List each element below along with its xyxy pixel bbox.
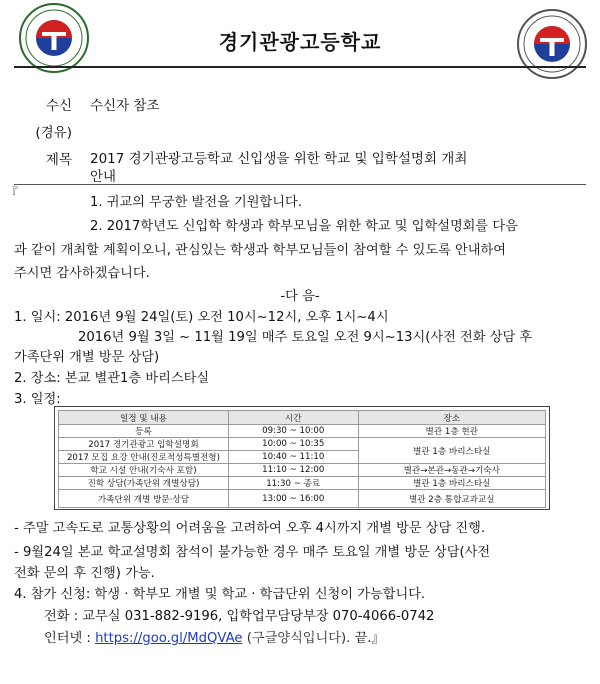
- item-1-line-2: 2016년 9월 3일 ~ 11월 19일 매주 토요일 오전 9시~13시(사전 전화 상담 후: [78, 330, 533, 345]
- row-content: 가족단위 개별 방문·상담: [59, 490, 229, 508]
- row-content: 등록: [59, 425, 229, 438]
- paragraph-2-line-1: 2. 2017학년도 신입학 학생과 학부모님을 위한 학교 및 입학설명회를 다음: [90, 219, 518, 234]
- row-time: 10:40 ~ 11:10: [228, 451, 358, 464]
- row-time: 13:00 ~ 16:00: [228, 490, 358, 508]
- row-place: 별관 2층 통합교과교실: [358, 490, 545, 508]
- open-quote: 『: [6, 186, 19, 200]
- note-1: - 주말 고속도로 교통상황의 어려움을 고려하여 오후 4시까지 개별 방문 상담 진행.: [14, 521, 486, 536]
- row-time: 11:10 ~ 12:00: [228, 464, 358, 477]
- header-place: 장소: [358, 411, 545, 425]
- table-row: [59, 438, 546, 451]
- header-time: 시간: [228, 411, 358, 425]
- internet-label: 인터넷 :: [44, 631, 91, 646]
- row-content: 2017 경기관광고 입학설명회: [59, 438, 229, 451]
- row-place: 별관→본관→동관→기숙사: [358, 464, 545, 477]
- title-divider: [14, 66, 586, 68]
- row-content: 학교 시설 안내(기숙사 포함): [59, 464, 229, 477]
- row-time: 09:30 ~ 10:00: [228, 425, 358, 438]
- subject-label: 제목: [45, 152, 72, 168]
- item-4-apply: 4. 참가 신청: 학생 · 학부모 개별 및 학교 · 학급단위 신청이 가능합니다.: [14, 587, 426, 602]
- subject-line-2: 안내: [90, 169, 117, 185]
- form-hint: (구글양식입니다).: [246, 631, 351, 646]
- row-place: 별관 1층 현관: [358, 425, 545, 438]
- subject-line-1: 2017 경기관광고등학교 신입생을 위한 학교 및 입학설명회 개최: [90, 151, 468, 167]
- row-place: 별관 1층 바리스타실: [358, 477, 545, 490]
- row-time: 10:00 ~ 10:35: [228, 438, 358, 451]
- recipient-label: 수신: [45, 98, 72, 114]
- paragraph-1: 1. 귀교의 무궁한 발전을 기원합니다.: [90, 195, 302, 210]
- closing-mark: 끝.』: [354, 631, 385, 646]
- row-content: 2017 모집 요강 안내(진로적성특별전형): [59, 451, 229, 464]
- item-3-schedule: 3. 일정:: [14, 392, 61, 407]
- row-place: 별관 1층 바리스타실: [358, 438, 545, 464]
- paragraph-2-line-2: 과 같이 개최할 계획이오니, 관심있는 학생과 학부모님들이 참여할 수 있도록 안내하여: [14, 243, 506, 258]
- table-row: [59, 477, 546, 490]
- da-eum-heading: -다 음-: [280, 289, 320, 304]
- paragraph-2-line-3: 주시면 감사하겠습니다.: [14, 266, 150, 281]
- item-2-place: 2. 장소: 본교 별관1층 바리스타실: [14, 371, 210, 386]
- table-row: [59, 464, 546, 477]
- note-2-line-1: - 9월24일 본교 학교설명회 참석이 불가능한 경우 매주 토요일 개별 방문 상담(사전: [14, 545, 491, 560]
- item-1-line-1: 1. 일시: 2016년 9월 24일(토) 오전 10시~12시, 오후 1시~4시: [14, 310, 389, 325]
- table-header-row: [59, 411, 546, 425]
- internet-row: [44, 627, 385, 646]
- row-content: 진학 상담(가족단위 개별상담): [59, 477, 229, 490]
- table-row: [59, 425, 546, 438]
- recipient-value: 수신자 참조: [90, 98, 160, 114]
- contact-phone: 전화 : 교무실 031-882-9196, 입학업무담당부장 070-4066-0742: [44, 609, 435, 624]
- schedule-table: [58, 410, 546, 508]
- body-divider: [14, 184, 586, 185]
- application-form-link[interactable]: https://goo.gl/MdQVAe: [95, 631, 243, 646]
- item-1-line-3: 가족단위 개별 방문 상담): [14, 350, 160, 365]
- header-content: 일정 및 내용: [59, 411, 229, 425]
- note-2-line-2: 전화 문의 후 진행) 가능.: [14, 566, 155, 581]
- via-label: (경유): [35, 125, 72, 141]
- row-time: 11:30 ~ 종료: [228, 477, 358, 490]
- school-name-title: 경기관광고등학교: [218, 30, 382, 54]
- table-row: [59, 490, 546, 508]
